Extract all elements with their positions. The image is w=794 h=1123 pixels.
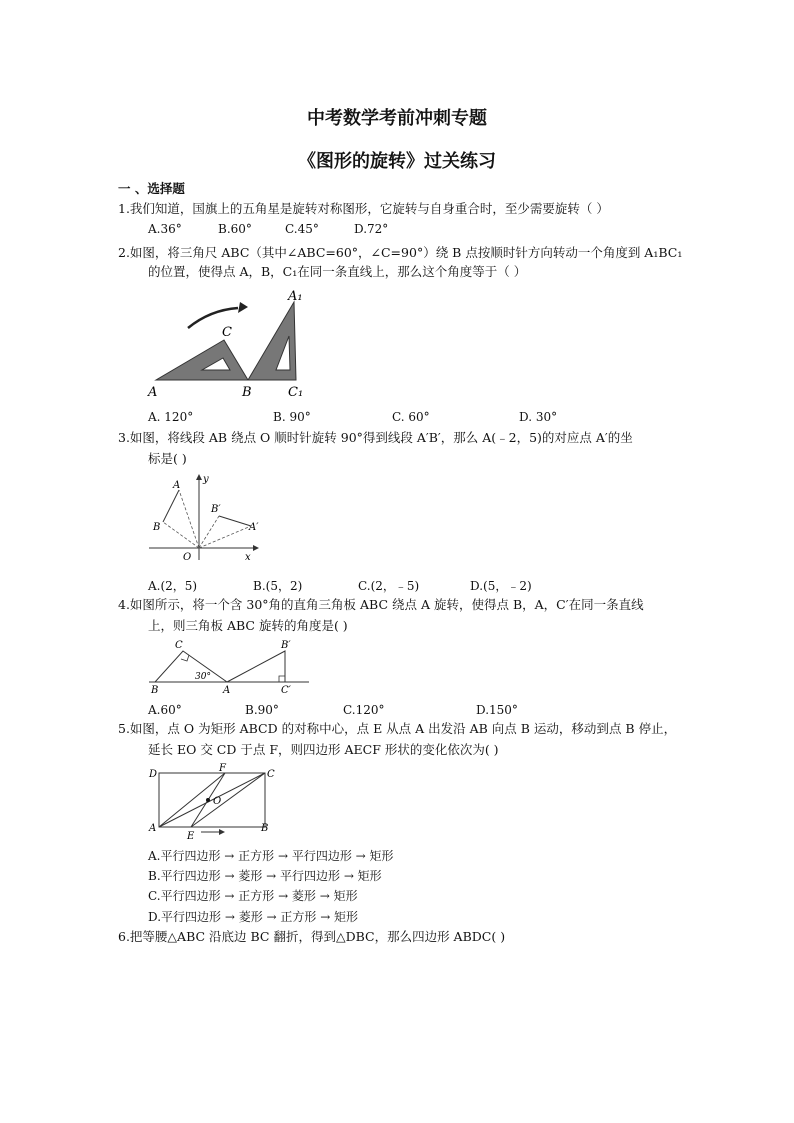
q4-label-c-prime: C′ <box>281 685 291 696</box>
q2-option-b: B. 90° <box>273 410 311 424</box>
q5-label-d: D <box>149 769 158 780</box>
q2-label-a1: A₁ <box>288 289 303 304</box>
q1-option-a: A.36° <box>148 222 182 236</box>
q5-rectangle-figure <box>145 763 280 842</box>
q5-label-f: F <box>219 763 226 774</box>
question-2-text-line1: 2.如图，将三角尺 ABC（其中∠ABC=60°，∠C=90°）绕 B 点按顺时针方向转动一个角度到 A₁BC₁ <box>118 245 683 260</box>
q3-option-d: D.(5，﹣2) <box>470 579 532 593</box>
q4-label-angle: 30° <box>195 672 211 682</box>
q5-label-b: B <box>261 823 269 834</box>
q5-label-o: O <box>213 796 222 807</box>
q4-label-b-prime: B′ <box>281 640 291 651</box>
page-subtitle: 《图形的旋转》过关练习 <box>298 151 496 172</box>
q2-triangle-figure <box>140 288 320 403</box>
q4-rotation-figure <box>145 637 315 699</box>
q1-option-d: D.72° <box>354 222 389 236</box>
q4-option-a: A.60° <box>148 703 182 717</box>
q4-label-c: C <box>175 640 183 651</box>
q2-option-c: C. 60° <box>392 410 430 424</box>
q3-label-y: y <box>203 474 209 485</box>
q5-label-c: C <box>267 769 275 780</box>
q2-option-a: A. 120° <box>148 410 194 424</box>
q4-label-b: B <box>151 685 159 696</box>
q3-label-b-prime: B′ <box>211 504 221 515</box>
question-3-text-line1: 3.如图，将线段 AB 绕点 O 顺时针旋转 90°得到线段 A′B′，那么 A(﹣2，5)的对应点 A′的坐 <box>118 430 633 445</box>
q4-option-c: C.120° <box>343 703 385 717</box>
question-5-text-line1: 5.如图，点 O 为矩形 ABCD 的对称中心，点 E 从点 A 出发沿 AB 向点 B 运动，移动到点 B 停止， <box>118 721 677 736</box>
page-title: 中考数学考前冲刺专题 <box>307 108 487 129</box>
question-6-text: 6.把等腰△ABC 沿底边 BC 翻折，得到△DBC，那么四边形 ABDC( ) <box>118 929 506 944</box>
q5-label-a: A <box>149 823 157 834</box>
q3-label-a-prime: A′ <box>249 522 259 533</box>
q3-label-b: B <box>153 522 161 533</box>
q3-label-a: A <box>173 480 181 491</box>
question-4-text-line2: 上，则三角板 ABC 旋转的角度是( ) <box>148 618 348 633</box>
q3-label-x: x <box>245 552 251 563</box>
q4-label-a: A <box>223 685 231 696</box>
q5-option-b: B.平行四边形 → 菱形 → 平行四边形 → 矩形 <box>148 869 382 883</box>
q3-coordinate-figure <box>145 472 265 567</box>
q5-option-a: A.平行四边形 → 正方形 → 平行四边形 → 矩形 <box>148 849 394 863</box>
section-heading: 一 、选择题 <box>118 181 185 196</box>
q1-option-c: C.45° <box>285 222 319 236</box>
q3-option-c: C.(2，﹣5) <box>358 579 420 593</box>
q2-label-b: B <box>242 385 252 400</box>
question-4-text-line1: 4.如图所示，将一个含 30°角的直角三角板 ABC 绕点 A 旋转，使得点 B，A，C′在同一条直线 <box>118 597 644 612</box>
q5-option-c: C.平行四边形 → 正方形 → 菱形 → 矩形 <box>148 889 358 903</box>
q4-option-b: B.90° <box>245 703 279 717</box>
question-5-text-line2: 延长 EO 交 CD 于点 F，则四边形 AECF 形状的变化依次为( ) <box>148 742 499 757</box>
question-1-text: 1.我们知道，国旗上的五角星是旋转对称图形，它旋转与自身重合时，至少需要旋转（ ） <box>118 201 609 216</box>
q2-label-c1: C₁ <box>288 385 304 400</box>
q3-label-o: O <box>183 552 192 563</box>
q1-option-b: B.60° <box>218 222 252 236</box>
question-3-text-line2: 标是( ) <box>148 451 187 466</box>
q2-label-a: A <box>148 385 158 400</box>
q3-option-a: A.(2，5) <box>148 579 198 593</box>
q3-option-b: B.(5，2) <box>253 579 303 593</box>
q2-label-c: C <box>222 325 232 340</box>
q5-label-e: E <box>187 831 195 842</box>
q2-option-d: D. 30° <box>519 410 558 424</box>
q4-option-d: D.150° <box>476 703 518 717</box>
q5-option-d: D.平行四边形 → 菱形 → 正方形 → 矩形 <box>148 910 359 924</box>
question-2-text-line2: 的位置，使得点 A，B，C₁在同一条直线上，那么这个角度等于（ ） <box>148 264 527 279</box>
